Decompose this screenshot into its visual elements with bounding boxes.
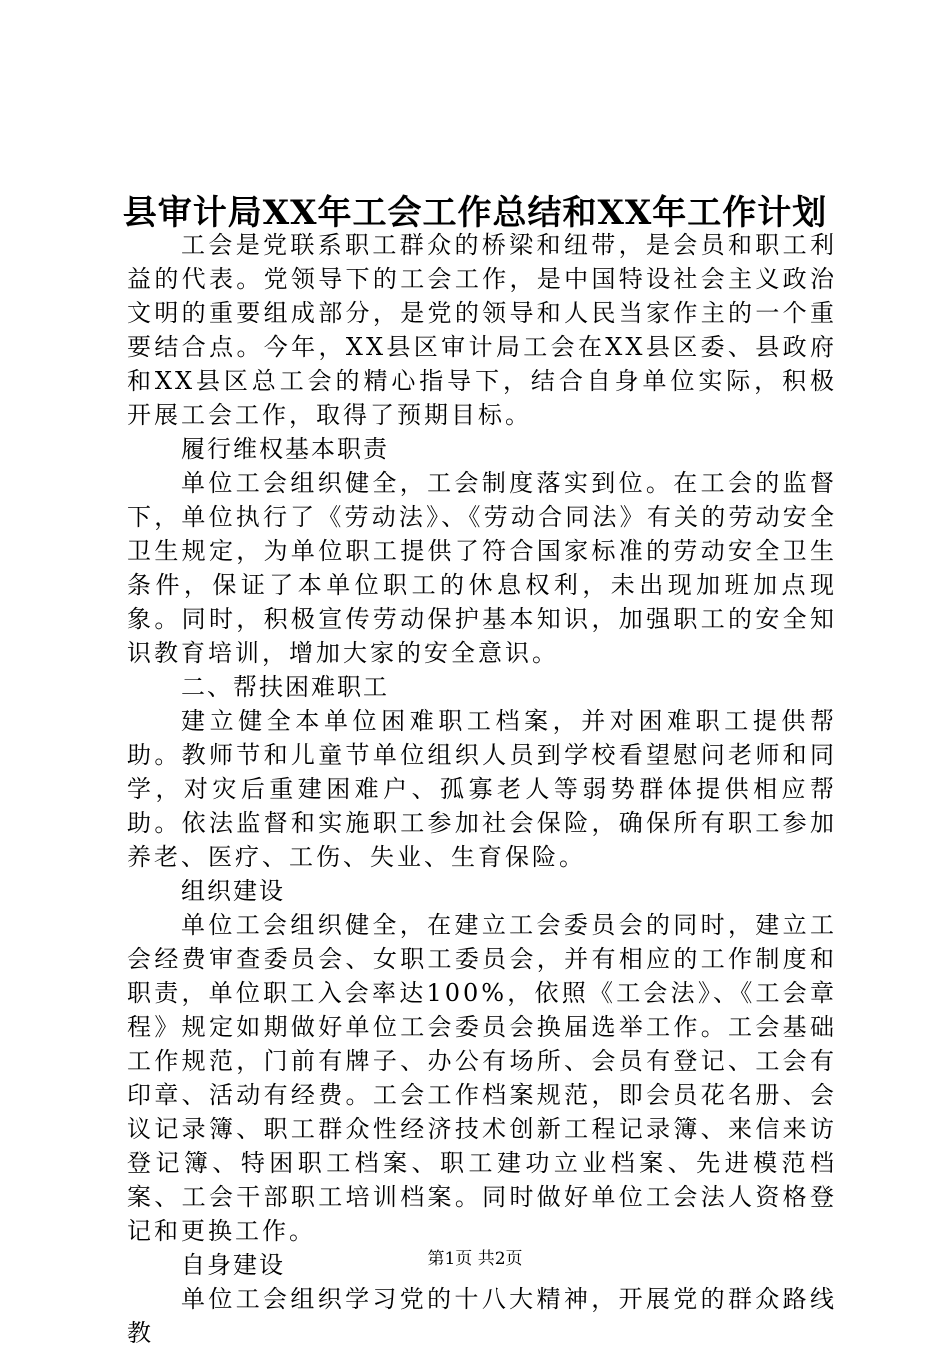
section-heading: 组织建设	[181, 877, 285, 905]
section-paragraph: 单位工会组织健全，工会制度落实到位。在工会的监督下，单位执行了《劳动法》、《劳动合同法》有关的劳动安全卫生规定，为单位职工提供了符合国家标准的劳动安全卫生条件，保证了本单位职工的休息权利，未出现加班加点现象。同时，积极宣传劳动保护基本知识，加强职工的安全知识教育培训，增加大家的安全意识。	[127, 469, 837, 667]
section-paragraph: 单位工会组织健全，在建立工会委员会的同时，建立工会经费审查委员会、女职工委员会，并有相应的工作制度和职责，单位职工入会率达100%，依照《工会法》、《工会章程》规定如期做好单位工会委员会换届选举工作。工会基础工作规范，门前有牌子、办公有场所、会员有登记、工会有印章、活动有经费。工会工作档案规范，即会员花名册、会议记录簿、职工群众性经济技术创新工程记录簿、来信来访登记簿、特困职工档案、职工建功立业档案、先进模范档案、工会干部职工培训档案。同时做好单位工会法人资格登记和更换工作。	[127, 911, 837, 1245]
section-paragraph: 建立健全本单位困难职工档案，并对困难职工提供帮助。教师节和儿童节单位组织人员到学校看望慰问老师和同学，对灾后重建困难户、孤寡老人等弱势群体提供相应帮助。依法监督和实施职工参加社会保险，确保所有职工参加养老、医疗、工伤、失业、生育保险。	[127, 707, 837, 871]
section-paragraph: 单位工会组织学习党的十八大精神，开展党的群众路线教	[127, 1285, 837, 1347]
section-heading: 自身建设	[181, 1251, 285, 1279]
intro-paragraph: 工会是党联系职工群众的桥梁和纽带，是会员和职工利益的代表。党领导下的工会工作，是中国特设社会主义政治文明的重要组成部分，是党的领导和人民当家作主的一个重要结合点。今年，XX县区审计局工会在XX县区委、县政府和XX县区总工会的精心指导下，结合自身单位实际，积极开展工会工作，取得了预期目标。	[127, 231, 837, 429]
document-body	[127, 228, 837, 1350]
document-title: 县审计局XX年工会工作总结和XX年工作计划	[122, 193, 828, 233]
page-number-footer: 第1页 共2页	[427, 1249, 523, 1269]
section-heading: 二、帮扶困难职工	[181, 673, 389, 701]
section-heading: 履行维权基本职责	[181, 435, 389, 463]
